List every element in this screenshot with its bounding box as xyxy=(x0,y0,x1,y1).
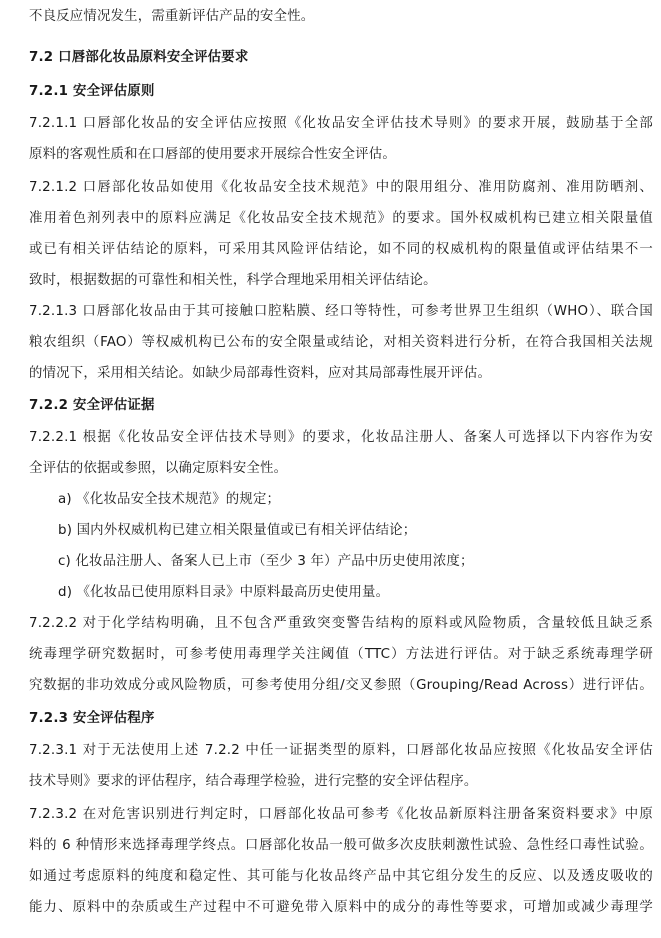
text-line: 全评估的依据或参照，以确定原料安全性。 xyxy=(29,461,288,476)
text-line: 不良反应情况发生，需重新评估产品的安全性。 xyxy=(29,9,315,24)
text-line: 7.2.2.1 根据《化妆品安全评估技术导则》的要求，化妆品注册人、备案人可选择以下内容作为安 xyxy=(29,430,653,445)
text-line: 7.2.1.2 口唇部化妆品如使用《化妆品安全技术规范》中的限用组分、准用防腐剂、准用防晒剂、 xyxy=(29,180,653,195)
list-item: b) 国内外权威机构已建立相关限量值或已有相关评估结论； xyxy=(58,523,417,538)
text-line: 统毒理学研究数据时，可参考使用毒理学关注阈值（TTC）方法进行评估。对于缺乏系统毒理学研 xyxy=(29,647,653,662)
text-line: 7.2.1.1 口唇部化妆品的安全评估应按照《化妆品安全评估技术导则》的要求开展，鼓励基于全部 xyxy=(29,116,653,131)
text-line: 粮农组织（FAO）等权威机构已公布的安全限量或结论，对相关资料进行分析，在符合我国相关法规 xyxy=(29,335,653,350)
text-line: 究数据的非功效成分或风险物质，可参考使用分组/交叉参照（Grouping/Read Across）进行评估。 xyxy=(29,678,653,693)
text-line: 能力、原料中的杂质或生产过程中不可避免带入原料中的成分的毒性等要求，可增加或减少毒理学 xyxy=(29,900,653,915)
list-item: d) 《化妆品已使用原料目录》中原料最高历史使用量。 xyxy=(58,585,390,600)
subsection-heading-7-2-2: 7.2.2 安全评估证据 xyxy=(29,398,155,413)
subsection-heading-7-2-1: 7.2.1 安全评估原则 xyxy=(29,84,155,99)
subsection-heading-7-2-3: 7.2.3 安全评估程序 xyxy=(29,711,155,726)
list-item: a) 《化妆品安全技术规范》的规定； xyxy=(58,492,281,507)
text-line: 7.2.1.3 口唇部化妆品由于其可接触口腔粘膜、经口等特性，可参考世界卫生组织（WHO）、联合国 xyxy=(29,304,653,319)
text-line: 致时，根据数据的可靠性和相关性，科学合理地采用相关评估结论。 xyxy=(29,273,437,288)
text-line: 的情况下，采用相关结论。如缺少局部毒性资料，应对其局部毒性展开评估。 xyxy=(29,366,492,381)
text-line: 如通过考虑原料的纯度和稳定性、其可能与化妆品终产品中其它组分发生的反应、以及透皮吸收的 xyxy=(29,869,653,884)
text-line: 7.2.3.2 在对危害识别进行判定时，口唇部化妆品可参考《化妆品新原料注册备案资料要求》中原 xyxy=(29,807,653,822)
text-line: 原料的客观性质和在口唇部的使用要求开展综合性安全评估。 xyxy=(29,147,396,162)
text-line: 或已有相关评估结论的原料，可采用其风险评估结论，如不同的权威机构的限量值或评估结果不一 xyxy=(29,242,653,257)
text-line: 7.2.2.2 对于化学结构明确，且不包含严重致突变警告结构的原料或风险物质，含量较低且缺乏系 xyxy=(29,616,653,631)
section-heading-7-2: 7.2 口唇部化妆品原料安全评估要求 xyxy=(29,50,249,65)
text-line: 7.2.3.1 对于无法使用上述 7.2.2 中任一证据类型的原料，口唇部化妆品应按照《化妆品安全评估 xyxy=(29,743,653,758)
text-line: 技术导则》要求的评估程序，结合毒理学检验，进行完整的安全评估程序。 xyxy=(29,774,478,789)
text-line: 料的 6 种情形来选择毒理学终点。口唇部化妆品一般可做多次皮肤刺激性试验、急性经口毒性试验。 xyxy=(29,838,653,853)
list-item: c) 化妆品注册人、备案人已上市（至少 3 年）产品中历史使用浓度； xyxy=(58,554,474,569)
text-line: 准用着色剂列表中的原料应满足《化妆品安全技术规范》的要求。国外权威机构已建立相关限量值 xyxy=(29,211,653,226)
